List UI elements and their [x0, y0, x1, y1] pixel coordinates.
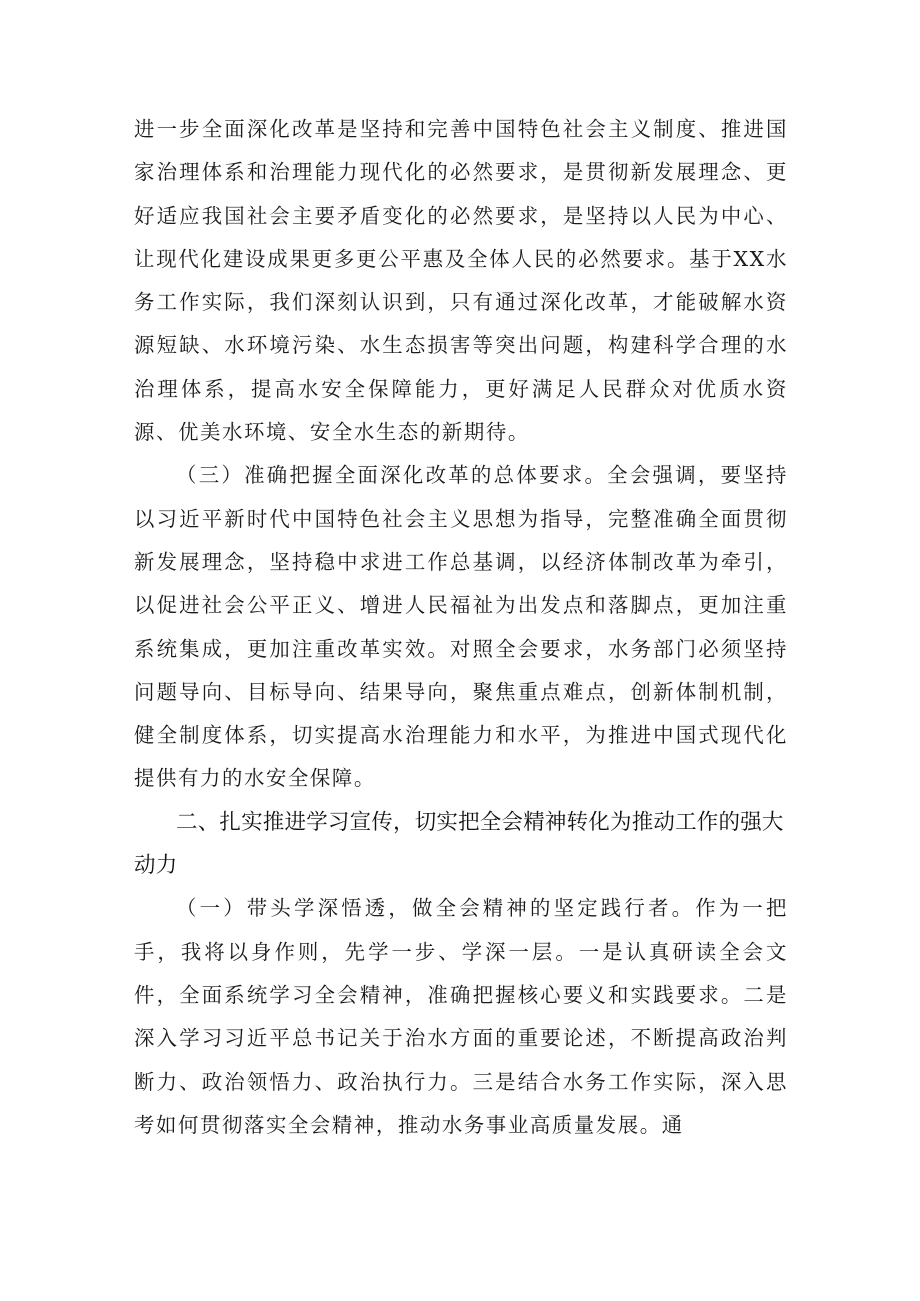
- paragraph-intro: 进一步全面深化改革是坚持和完善中国特色社会主义制度、推进国家治理体系和治理能力现代化的必然要求，是贯彻新发展理念、更好适应我国社会主要矛盾变化的必然要求，是坚持以人民为中心、让现代化建设成果更多更公平惠及全体人民的必然要求。基于XX水务工作实际，我们深刻认识到，只有通过深化改革，才能破解水资源短缺、水环境污染、水生态损害等突出问题，构建科学合理的水治理体系，提高水安全保障能力，更好满足人民群众对优质水资源、优美水环境、安全水生态的新期待。: [134, 117, 788, 445]
- document-body: [134, 108, 788, 1147]
- paragraph-section-1: [134, 887, 788, 1147]
- section-3-body: 全会强调，要坚持以习近平新时代中国特色社会主义思想为指导，完整准确全面贯彻新发展理念，坚持稳中求进工作总基调，以经济体制改革为牵引，以促进社会公平正义、增进人民福祉为出发点和落脚点，更加注重系统集成，更加注重改革实效。对照全会要求，水务部门必须坚持问题导向、目标导向、结果导向，聚焦重点难点，创新体制机制，健全制度体系，切实提高水治理能力和水平，为推进中国式现代化提供有力的水安全保障。: [134, 463, 788, 791]
- section-3-title: （三）准确把握全面深化改革的总体要求。: [176, 463, 608, 488]
- section-1-body: 作为一把手，我将以身作则，先学一步、学深一层。一是认真研读全会文件，全面系统学习全会精神，准确把握核心要义和实践要求。二是深入学习习近平总书记关于治水方面的重要论述，不断提高政治判断力、政治领悟力、政治执行力。三是结合水务工作实际，深入思考如何贯彻落实全会精神，推动水务事业高质量发展。通: [134, 896, 788, 1137]
- heading-part-2: 二、扎实推进学习宣传，切实把全会精神转化为推动工作的强大动力: [134, 809, 784, 879]
- paragraph-section-3: [134, 454, 788, 800]
- section-1-title: （一）带头学深悟透，做全会精神的坚定践行者。: [176, 896, 696, 921]
